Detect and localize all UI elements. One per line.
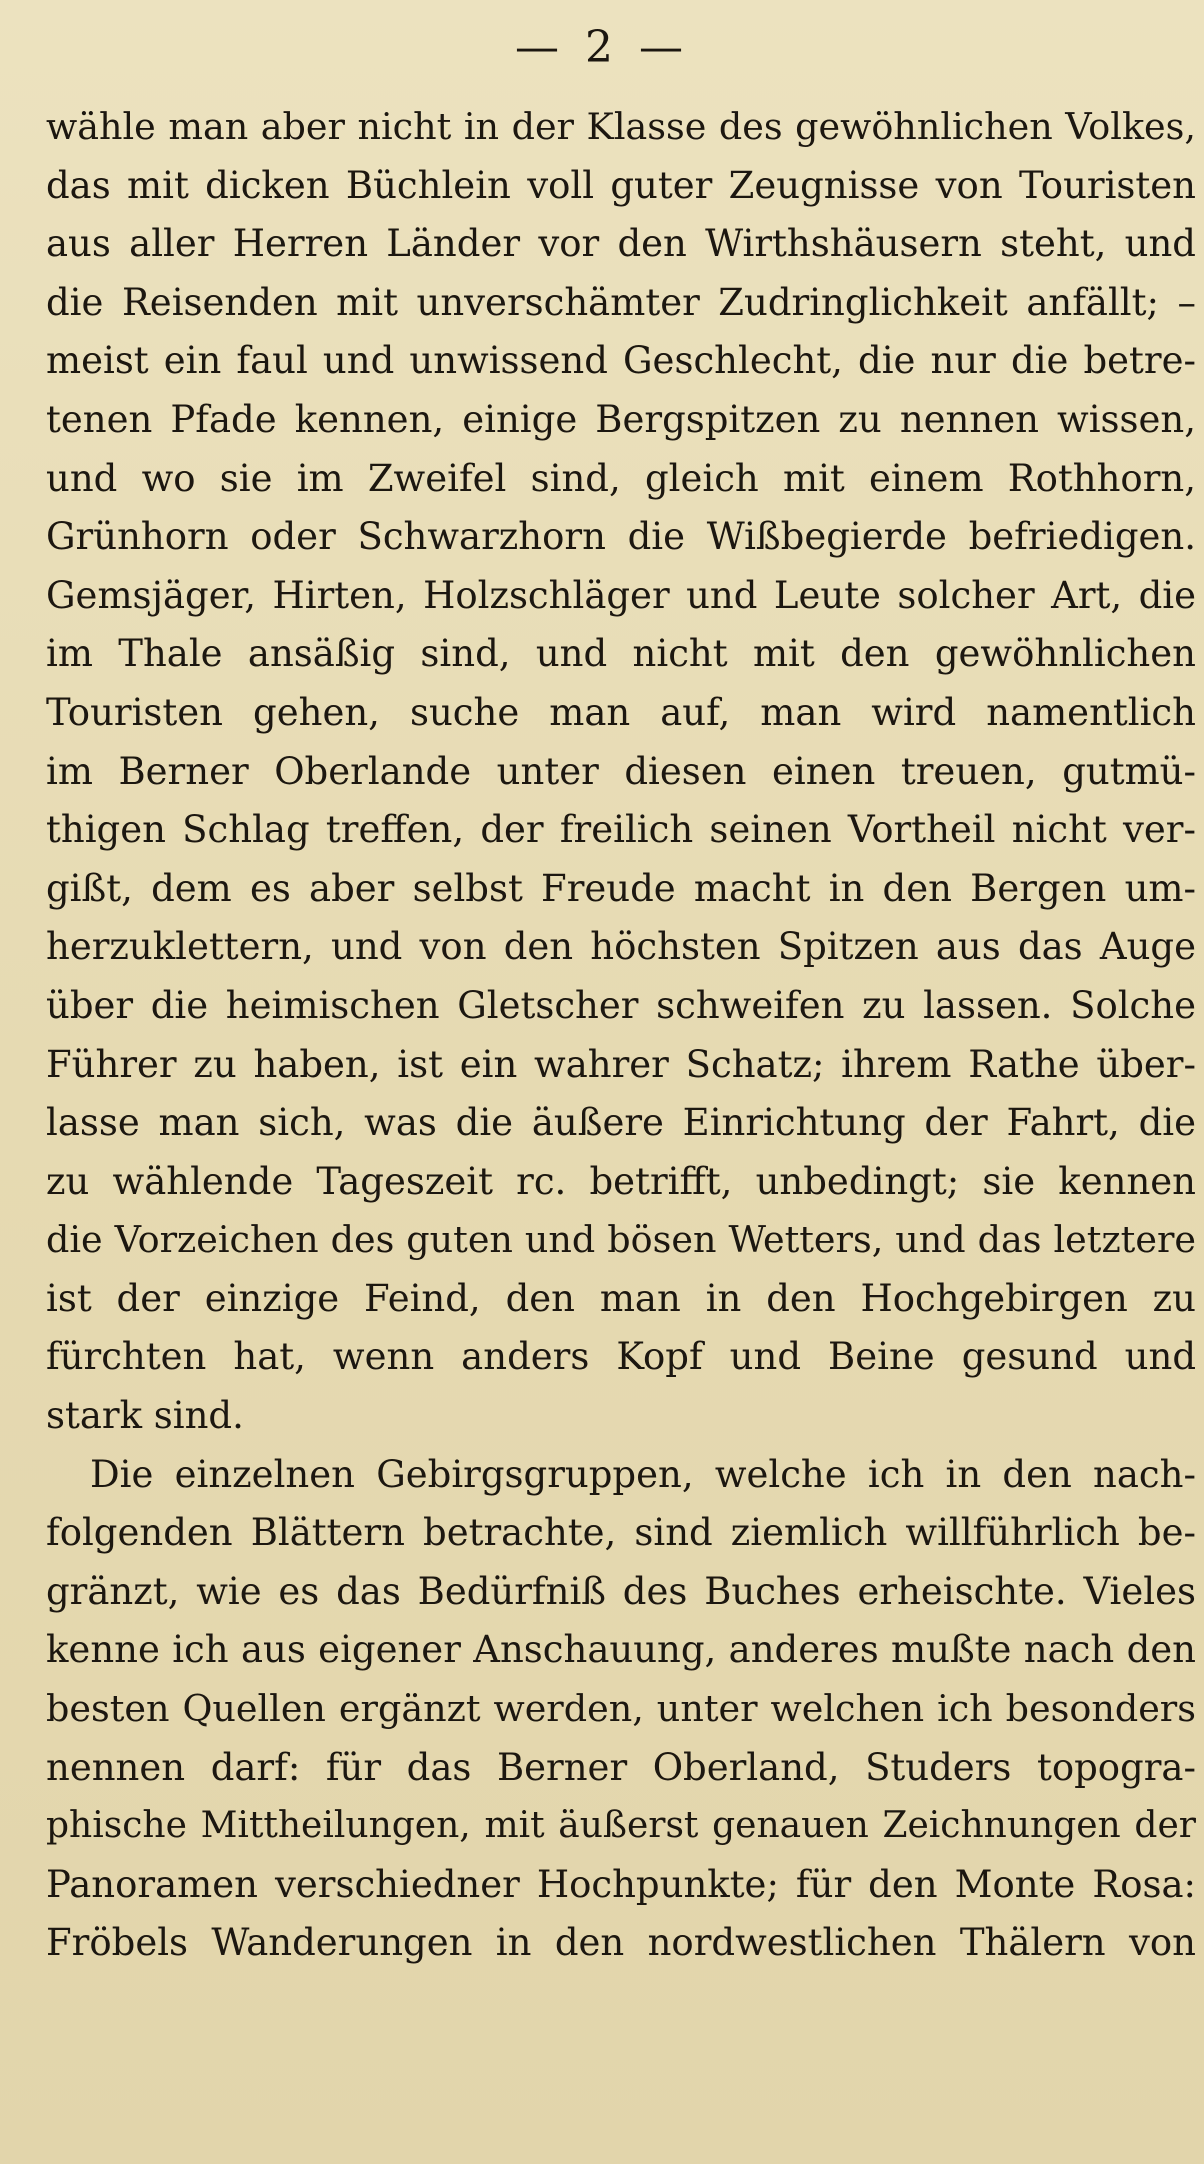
- text-line: herzuklettern, und von den höchsten Spitzen aus das Auge: [46, 925, 1196, 969]
- text-line: kenne ich aus eigener Anschauung, anderes mußte nach den: [46, 1628, 1196, 1672]
- text-line: nennen darf: für das Berner Oberland, Studers topogra-: [46, 1745, 1196, 1789]
- text-line: das mit dicken Büchlein voll guter Zeugnisse von Touristen: [46, 163, 1196, 207]
- text-line: thigen Schlag treffen, der freilich seinen Vortheil nicht ver-: [46, 808, 1196, 852]
- paragraph: [46, 98, 1196, 1446]
- text-line: die Vorzeichen des guten und bösen Wetters, und das letztere: [46, 1218, 1196, 1262]
- text-line: gränzt, wie es das Bedürfniß des Buches erheischte. Vieles: [46, 1569, 1196, 1613]
- text-line: stark sind.: [46, 1394, 244, 1438]
- text-line: Touristen gehen, suche man auf, man wird namentlich: [46, 690, 1196, 734]
- text-line: tenen Pfade kennen, einige Bergspitzen zu nennen wissen,: [46, 397, 1196, 441]
- page-number: — 2 —: [515, 22, 689, 73]
- text-line: im Thale ansäßig sind, und nicht mit den gewöhnlichen: [46, 632, 1196, 676]
- text-line: über die heimischen Gletscher schweifen zu lassen. Solche: [46, 983, 1196, 1027]
- paragraph: [46, 1446, 1196, 1973]
- text-line: aus aller Herren Länder vor den Wirthshäusern steht, und: [46, 222, 1196, 266]
- text-line: zu wählende Tageszeit rc. betrifft, unbedingt; sie kennen: [46, 1159, 1196, 1203]
- text-line: die Reisenden mit unverschämter Zudringlichkeit anfällt; –: [46, 280, 1196, 324]
- text-line: Panoramen verschiedner Hochpunkte; für den Monte Rosa:: [46, 1862, 1196, 1906]
- text-line: phische Mittheilungen, mit äußerst genauen Zeichnungen der: [46, 1805, 1196, 1847]
- text-line: fürchten hat, wenn anders Kopf und Beine gesund und: [46, 1335, 1196, 1379]
- text-line: Gemsjäger, Hirten, Holzschläger und Leute solcher Art, die: [46, 573, 1196, 617]
- text-line: Führer zu haben, ist ein wahrer Schatz; ihrem Rathe über-: [46, 1042, 1196, 1086]
- text-line: ist der einzige Feind, den man in den Hochgebirgen zu: [46, 1276, 1196, 1320]
- text-line: Grünhorn oder Schwarzhorn die Wißbegierde befriedigen.: [46, 515, 1196, 559]
- text-line: Fröbels Wanderungen in den nordwestlichen Thälern von: [46, 1921, 1196, 1965]
- text-line: lasse man sich, was die äußere Einrichtung der Fahrt, die: [46, 1101, 1196, 1145]
- text-line: wähle man aber nicht in der Klasse des gewöhnlichen Volkes,: [46, 105, 1196, 148]
- text-line: besten Quellen ergänzt werden, unter welchen ich besonders: [46, 1687, 1196, 1731]
- text-line: meist ein faul und unwissend Geschlecht, die nur die betre-: [46, 339, 1196, 383]
- text-line: im Berner Oberlande unter diesen einen treuen, gutmü-: [46, 749, 1196, 793]
- text-line: gißt, dem es aber selbst Freude macht in den Bergen um-: [46, 866, 1196, 910]
- text-line: und wo sie im Zweifel sind, gleich mit einem Rothhorn,: [46, 456, 1196, 500]
- body-text: [46, 98, 1196, 1973]
- text-line: Die einzelnen Gebirgsgruppen, welche ich in den nach-: [90, 1452, 1196, 1496]
- text-line: folgenden Blättern betrachte, sind ziemlich willführlich be-: [46, 1511, 1196, 1555]
